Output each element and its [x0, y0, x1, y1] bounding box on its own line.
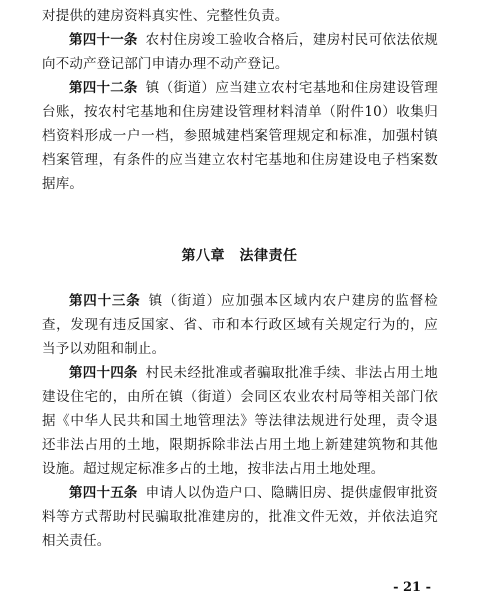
article-45 — [42, 481, 438, 553]
page-number: - 21 - — [393, 580, 431, 595]
article-44 — [42, 361, 438, 481]
article-42-text: 镇（街道）应当建立农村宅基地和住房建设管理台账，按农村宅基地和住房建设管理材料清单（附件10）收集归档资料形成一户一档，参照城建档案管理规定和标准，加强村镇档案管理，有条件的应当建立农村宅基地和住房建设电子档案数据库。 — [42, 80, 439, 192]
article-41-text: 农村住房竣工验收合格后，建房村民可依法依规向不动产登记部门申请办理不动产登记。 — [42, 32, 439, 72]
article-42-number: 第四十二条 — [69, 80, 138, 96]
article-42 — [42, 76, 438, 196]
continuation-paragraph: 对提供的建房资料真实性、完整性负责。 — [42, 8, 289, 24]
article-41-number: 第四十一条 — [69, 32, 138, 48]
article-41 — [42, 28, 438, 76]
upper-text-block — [42, 4, 438, 196]
article-43 — [42, 289, 438, 361]
article-44-text: 村民未经批准或者骗取批准手续、非法占用土地建设住宅的，由所在镇（街道）会同区农业农村局等相关部门依据《中华人民共和国土地管理法》等法律法规进行处理，责令退还非法占用的土地，限期拆除非法占用土地上新建建筑物和其他设施。超过规定标准多占的土地，按非法占用土地处理。 — [42, 365, 439, 477]
chapter-title: 第八章 法律责任 — [181, 248, 298, 264]
lower-text-block — [42, 289, 438, 553]
article-44-number: 第四十四条 — [69, 365, 138, 381]
article-43-text: 镇（街道）应加强本区域内农户建房的监督检查，发现有违反国家、省、市和本行政区域有关规定行为的，应当予以劝阻和制止。 — [42, 293, 438, 357]
article-45-number: 第四十五条 — [69, 485, 138, 501]
article-43-number: 第四十三条 — [69, 293, 141, 309]
article-45-text: 申请人以伪造户口、隐瞒旧房、提供虚假审批资料等方式帮助村民骗取批准建房的，批准文件无效，并依法追究相关责任。 — [42, 485, 439, 549]
